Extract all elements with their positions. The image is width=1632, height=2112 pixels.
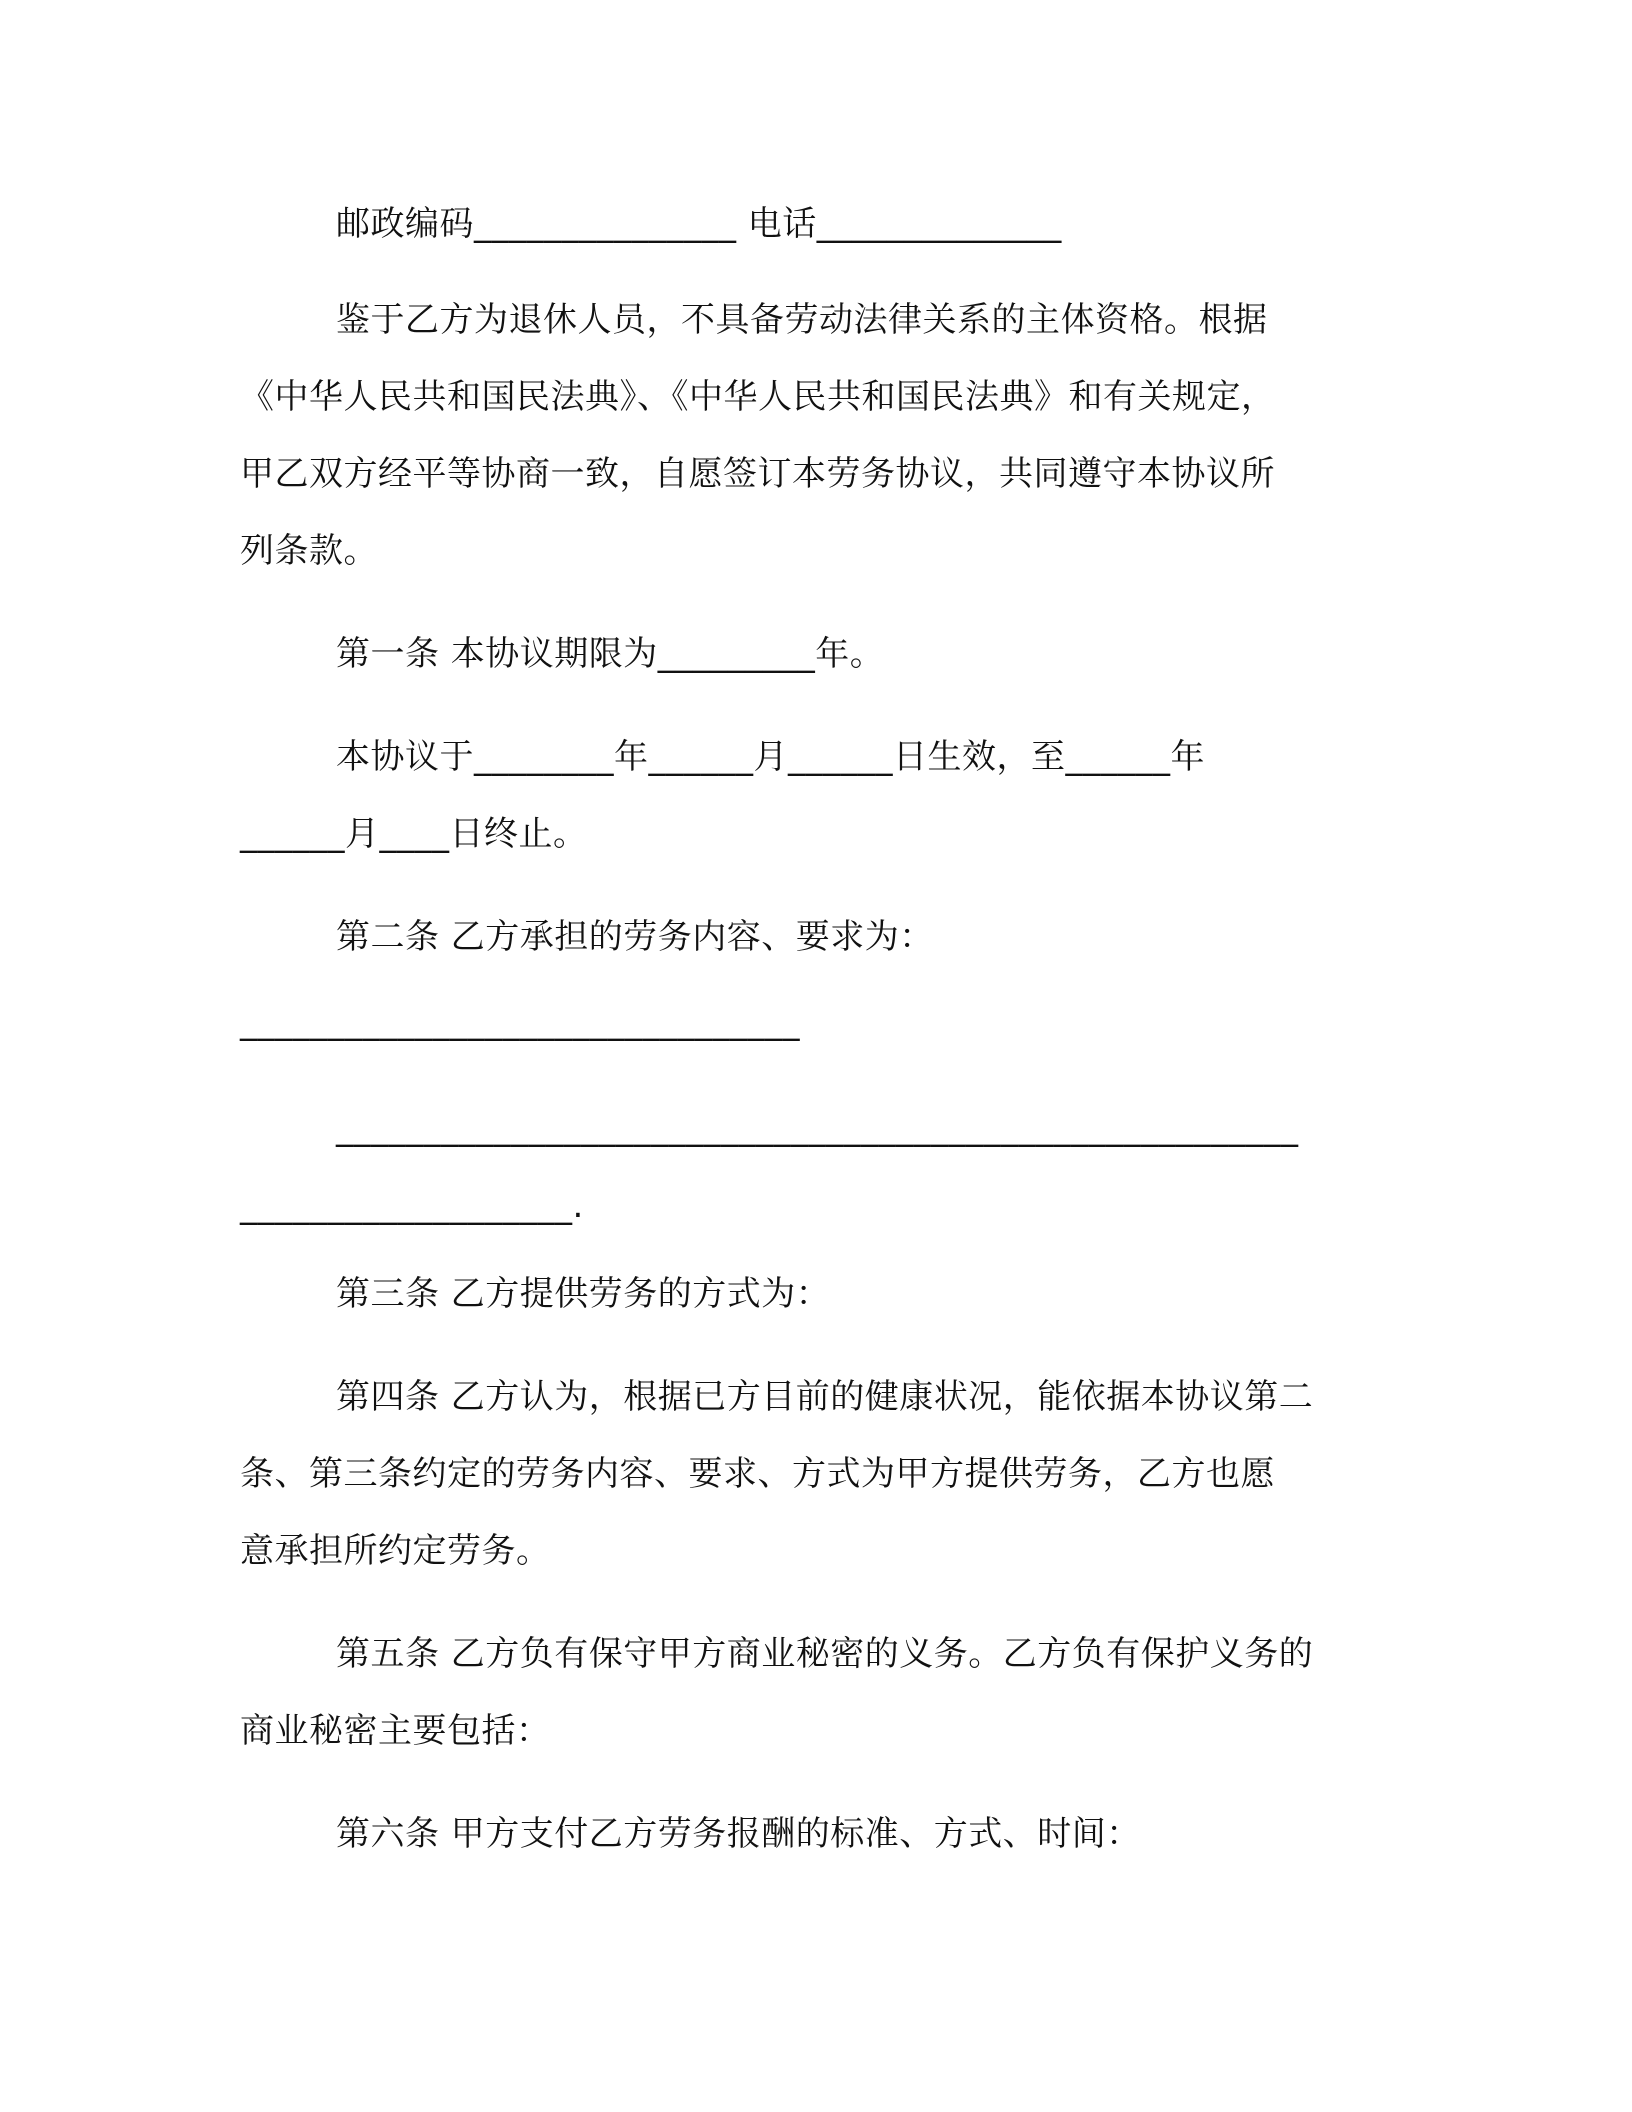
preamble-line-3: 甲乙双方经平等协商一致，自愿签订本劳务协议，共同遵守本协议所	[240, 454, 1275, 494]
preamble-line-4: 列条款。	[240, 531, 378, 571]
article-4-line-3: 意承担所约定劳务。	[240, 1531, 551, 1571]
preamble-line-2: 《中华人民共和国民法典》、《中华人民共和国民法典》和有关规定，	[240, 377, 1276, 417]
blank-line-1: ________________________________	[240, 1002, 800, 1042]
effective-date-line-1: 本协议于________年______月______日生效，至______年	[336, 737, 1205, 777]
article-5-line-2: 商业秘密主要包括：	[240, 1711, 551, 1751]
preamble-line-1: 鉴于乙方为退休人员，不具备劳动法律关系的主体资格。根据	[336, 300, 1268, 340]
article-1-line: 第一条 本协议期限为_________年。	[336, 634, 885, 674]
effective-date-line-2: ______月____日终止。	[240, 814, 588, 854]
blank-line-3: ___________________.	[240, 1186, 584, 1226]
article-6-line: 第六条 甲方支付乙方劳务报酬的标准、方式、时间：	[336, 1814, 1141, 1854]
postal-phone-line: 邮政编码_______________ 电话______________	[336, 204, 1062, 244]
article-2-line: 第二条 乙方承担的劳务内容、要求为：	[336, 917, 934, 957]
article-3-line: 第三条 乙方提供劳务的方式为：	[336, 1274, 831, 1314]
article-5-line-1: 第五条 乙方负有保守甲方商业秘密的义务。乙方负有保护义务的	[336, 1634, 1314, 1674]
blank-line-2: _______________________________________________________	[336, 1108, 1299, 1148]
article-4-line-1: 第四条 乙方认为，根据已方目前的健康状况，能依据本协议第二	[336, 1377, 1314, 1417]
article-4-line-2: 条、第三条约定的劳务内容、要求、方式为甲方提供劳务，乙方也愿	[240, 1454, 1275, 1494]
